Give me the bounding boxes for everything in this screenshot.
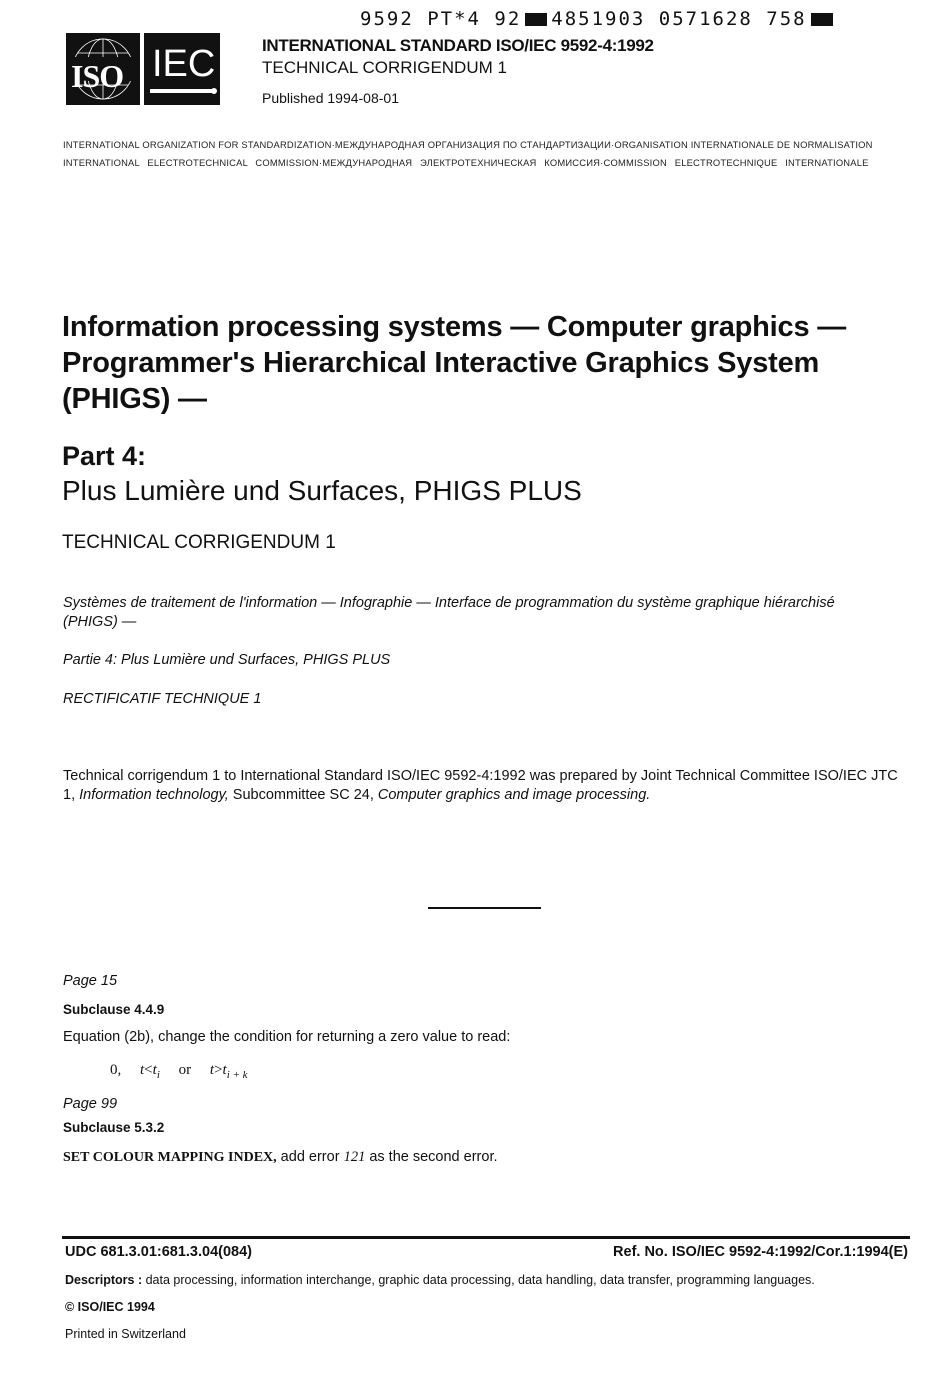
iso-iec-logo xyxy=(66,33,220,105)
french-part: Partie 4: Plus Lumière und Surfaces, PHIGS PLUS xyxy=(63,652,391,668)
catalogue-code-part2: 4851903 0571628 758 xyxy=(551,8,807,30)
standard-title: INTERNATIONAL STANDARD ISO/IEC 9592-4:1992 xyxy=(262,36,654,55)
descriptors-list: data processing, information interchange, graphic data processing, data handling, data transfer, programming languages. xyxy=(142,1273,815,1287)
udc-code: UDC 681.3.01:681.3.04(084) xyxy=(65,1244,253,1260)
correction-text-after: as the second error. xyxy=(365,1149,498,1165)
correction-page: Page 99 xyxy=(63,1096,118,1112)
catalogue-code-part1: 9592 PT*4 92 xyxy=(360,8,522,30)
correction-page: Page 15 xyxy=(63,973,118,989)
equation-subscript: i xyxy=(156,1069,160,1081)
intro-text-1: Technical corrigendum 1 to International Standard ISO/IEC 9592-4:1992 was prepared by Joint Technical Committee ISO/IEC JTC 1, xyxy=(63,768,898,803)
intro-italic-1: Information technology, xyxy=(79,787,229,803)
catalogue-code-line xyxy=(360,8,837,30)
equation-op: < xyxy=(144,1062,153,1078)
correction-text-before: add error xyxy=(276,1149,344,1165)
block-mark xyxy=(525,13,547,26)
equation-op: > xyxy=(214,1062,223,1078)
equation-zero: 0, xyxy=(110,1062,122,1078)
intro-text-2: Subcommittee SC 24, xyxy=(228,787,378,803)
reference-number: Ref. No. ISO/IEC 9592-4:1992/Cor.1:1994(E) xyxy=(613,1244,908,1260)
equation-var: t xyxy=(222,1062,227,1078)
section-divider xyxy=(428,907,541,909)
part-title: Plus Lumière und Surfaces, PHIGS PLUS xyxy=(62,475,582,506)
equation xyxy=(110,1062,248,1081)
correction-subclause: Subclause 4.4.9 xyxy=(63,1002,165,1017)
standard-subtitle: TECHNICAL CORRIGENDUM 1 xyxy=(262,58,507,77)
iso-logo xyxy=(66,33,140,105)
correction-text: Equation (2b), change the condition for returning a zero value to read: xyxy=(63,1029,511,1045)
organization-line-iso: INTERNATIONAL ORGANIZATION FOR STANDARDIZATION·МЕЖДУНАРОДНАЯ ОРГАНИЗАЦИЯ ПО СТАНДАРТИЗАЦИИ·ORGANISATION INTERNATIONALE DE NORMALISATION xyxy=(63,139,873,150)
document-main-title: Information processing systems — Computer graphics — Programmer's Hierarchical Interactive Graphics System (PHIGS) — xyxy=(62,311,847,415)
published-date: Published 1994-08-01 xyxy=(262,90,399,106)
organization-line-iec: INTERNATIONAL ELECTROTECHNICAL COMMISSION·МЕЖДУНАРОДНАЯ ЭЛЕКТРОТЕХНИЧЕСКАЯ КОМИССИЯ·COMMISSION ELECTROTECHNIQUE INTERNATIONALE xyxy=(63,157,869,168)
error-number: 121 xyxy=(343,1149,366,1165)
equation-var: t xyxy=(140,1062,145,1078)
footer-rule xyxy=(62,1236,910,1239)
iec-logo xyxy=(144,33,220,105)
iec-logo-text: IEC xyxy=(152,43,216,85)
equation-subscript: i + k xyxy=(226,1069,248,1081)
block-mark xyxy=(811,13,833,26)
correction-text xyxy=(63,1149,498,1166)
descriptors xyxy=(65,1273,815,1287)
french-rectificatif: RECTIFICATIF TECHNIQUE 1 xyxy=(63,691,262,707)
french-title: Systèmes de traitement de l'information — Infographie — Interface de programmation du système graphique hiérarchisé (PHIGS) — xyxy=(63,595,835,630)
correction-subclause: Subclause 5.3.2 xyxy=(63,1120,165,1135)
function-name: SET COLOUR MAPPING INDEX, xyxy=(63,1150,277,1165)
intro-italic-2: Computer graphics and image processing. xyxy=(377,787,651,803)
equation-or: or xyxy=(178,1062,192,1078)
intro-paragraph xyxy=(63,767,913,805)
descriptors-label: Descriptors : xyxy=(65,1273,143,1287)
printed-in: Printed in Switzerland xyxy=(65,1327,186,1341)
part-number: Part 4: xyxy=(62,441,147,471)
equation-var: t xyxy=(152,1062,157,1078)
iso-logo-text: ISO xyxy=(71,58,124,94)
equation-var: t xyxy=(209,1062,215,1078)
copyright: © ISO/IEC 1994 xyxy=(65,1300,155,1314)
corrigendum-label: TECHNICAL CORRIGENDUM 1 xyxy=(62,532,336,553)
